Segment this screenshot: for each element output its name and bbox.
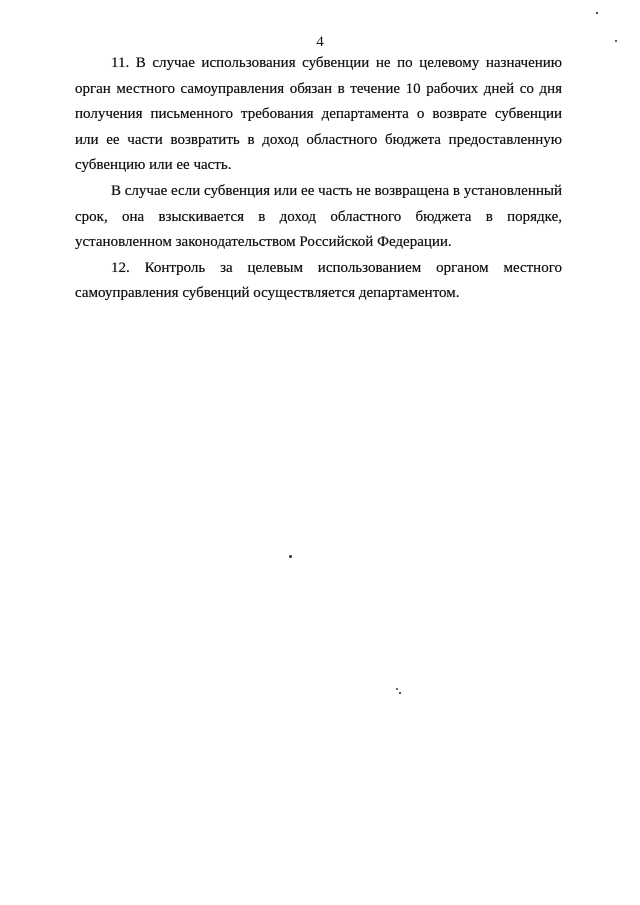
scan-speck [396, 688, 398, 690]
scan-speck [399, 692, 401, 694]
page-number: 4 [316, 34, 324, 50]
paragraph-12: 12. Контроль за целевым использованием органом местного самоуправления субвенций осуществляется департаментом. [75, 259, 562, 302]
scan-speck [289, 555, 292, 558]
document-body [75, 51, 562, 307]
scan-speck [615, 40, 617, 42]
paragraph-refund: В случае если субвенция или ее часть не возвращена в установленный срок, она взыскивается в доход областного бюджета в порядке, установленном законодательством Российской Федерации. [75, 182, 562, 251]
scan-speck [596, 12, 598, 14]
paragraph-11: 11. В случае использования субвенции не по целевому назначению орган местного самоуправления обязан в течение 10 рабочих дней со дня получения письменного требования департамента о возврате субвенции или ее части возвратить в доход областного бюджета предоставленную субвенцию или ее часть. [75, 55, 562, 174]
